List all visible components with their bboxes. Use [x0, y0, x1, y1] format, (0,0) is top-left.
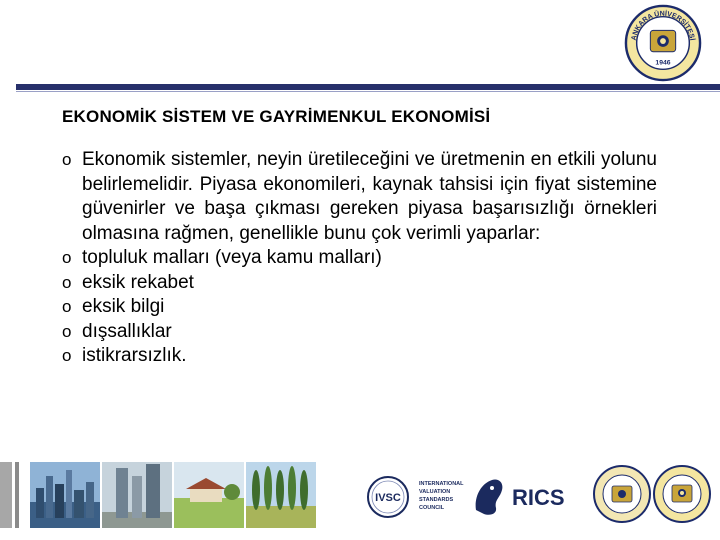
list-item	[62, 295, 657, 320]
poplar-trees-photo	[246, 462, 316, 528]
list-item	[62, 320, 657, 345]
bullet-marker: o	[62, 346, 72, 365]
list-item	[62, 271, 657, 296]
countryside-house-photo	[174, 462, 244, 528]
bullet-marker: o	[62, 248, 72, 267]
bullet-marker: o	[62, 297, 72, 316]
list-item	[62, 148, 657, 246]
rics-logo	[470, 470, 580, 522]
ivsc-line-4: COUNCIL	[419, 505, 445, 511]
header-rule-thin	[16, 91, 720, 92]
towers-photo	[102, 462, 172, 528]
university-logo	[624, 4, 702, 82]
university-seal-gold	[592, 464, 652, 524]
footer-accent-bar	[0, 462, 12, 528]
ivsc-line-3: STANDARDS	[419, 497, 454, 503]
list-item-text: dışsallıklar	[82, 320, 172, 342]
list-item-text: istikrarsızlık.	[82, 345, 187, 366]
list-item-text: eksik rekabet	[82, 271, 194, 293]
slide-title: EKONOMİK SİSTEM VE GAYRİMENKUL EKONOMİSİ	[62, 107, 491, 126]
ivsc-line-2: VALUATION	[419, 489, 451, 495]
header-rule	[16, 84, 720, 90]
list-item-text: eksik bilgi	[82, 296, 165, 317]
bullet-list	[62, 148, 657, 369]
logo-text: ANKARA ÜNİVERSİTESİ	[630, 10, 696, 42]
ivsc-line-1: INTERNATIONAL	[419, 481, 464, 487]
list-item	[62, 246, 657, 271]
logo-year: 1946	[655, 59, 671, 67]
ivsc-logo	[365, 468, 465, 526]
city-skyline-photo	[30, 462, 100, 528]
ivsc-acronym: IVSC	[375, 492, 401, 504]
list-item-text: Ekonomik sistemler, neyin üretileceğini ve üretmenin en etkili yolunu belirlemelidir. Piyasa ekonomileri, kaynak tahsisi için fiyat sistemine güvenirler ve başa çıkması gereken piyasa başarısızlığı örnekleri olmasına rağmen, genellikle bunu çok verimli yaparlar:	[82, 149, 657, 244]
list-item-text: topluluk malları (veya kamu malları)	[82, 247, 382, 268]
list-item	[62, 344, 657, 369]
lion-icon	[476, 479, 503, 514]
bullet-marker: o	[62, 321, 72, 341]
footer-accent-bar-thin	[15, 462, 19, 528]
bullet-marker: o	[62, 150, 72, 169]
bullet-marker: o	[62, 272, 72, 292]
ankara-universitesi-seal	[652, 464, 712, 524]
rics-label: RICS	[512, 485, 565, 510]
